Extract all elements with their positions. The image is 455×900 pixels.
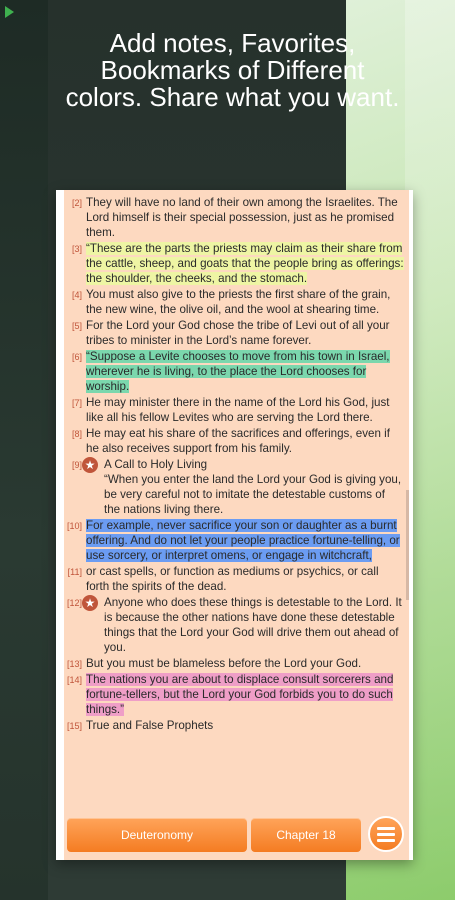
verse-number: [12] — [66, 598, 82, 608]
verse-number: [5] — [71, 321, 82, 331]
promo-headline: Add notes, Favorites, Bookmarks of Different colors. Share what you want. — [65, 28, 400, 112]
verse-number: [10] — [66, 521, 82, 531]
verse-text-highlighted-green: “Suppose a Levite chooses to move from his town in Israel, wherever he is living, to the place the Lord chooses for worship. — [86, 350, 390, 393]
verse-9[interactable] — [64, 457, 406, 517]
verse-number: [3] — [71, 244, 82, 254]
verse-text: Anyone who does these things is detestable to the Lord. It is because the other nations have done these detestable things that the Lord your God will drive them out ahead of you. — [104, 596, 402, 654]
verse-13[interactable] — [64, 656, 406, 671]
verse-2[interactable] — [64, 195, 406, 240]
verse-5[interactable] — [64, 318, 406, 348]
verse-7[interactable] — [64, 395, 406, 425]
verse-number: [6] — [71, 352, 82, 362]
verse-text: or cast spells, or function as mediums or psychics, or call forth the spirits of the dead. — [86, 565, 379, 593]
play-arrow-icon — [5, 6, 14, 18]
verse-text-highlighted-pink: The nations you are about to displace consult sorcerers and fortune-tellers, but the Lord your God forbids you to do such things.” — [86, 673, 394, 716]
verse-list[interactable] — [64, 195, 406, 807]
verse-text-highlighted-blue: For example, never sacrifice your son or daughter as a burnt offering. And do not let your people practice fortune-telling, or use sorcery, or interpret omens, or engage in witchcraft, — [86, 519, 400, 562]
verse-10[interactable] — [64, 518, 406, 563]
star-icon[interactable]: ★ — [82, 457, 98, 473]
hamburger-menu-icon[interactable] — [368, 816, 404, 852]
book-selector-button[interactable]: Deuteronomy — [67, 818, 247, 852]
verse-number: [15] — [66, 721, 82, 731]
chapter-selector-button[interactable]: Chapter 18 — [251, 818, 361, 852]
verse-number: [9] — [71, 460, 82, 470]
verse-12[interactable] — [64, 595, 406, 655]
verse-text: “When you enter the land the Lord your God is giving you, be very careful not to imitate the detestable customs of the nations living there. — [104, 473, 402, 516]
verse-15[interactable] — [64, 718, 406, 733]
verse-text: He may minister there in the name of the Lord his God, just like all his fellow Levites who are serving the Lord there. — [86, 396, 390, 424]
verse-14[interactable] — [64, 672, 406, 717]
bottom-toolbar — [64, 818, 409, 854]
verse-3[interactable] — [64, 241, 406, 286]
verse-text: But you must be blameless before the Lord your God. — [86, 657, 362, 670]
verse-text: He may eat his share of the sacrifices and offerings, even if he also receives support from his family. — [86, 427, 390, 455]
verse-11[interactable] — [64, 564, 406, 594]
verse-text: For the Lord your God chose the tribe of Levi out of all your tribes to minister in the Lord’s name forever. — [86, 319, 390, 347]
verse-number: [14] — [66, 675, 82, 685]
verse-text: They will have no land of their own among the Israelites. The Lord himself is their special possession, just as he promised them. — [86, 196, 398, 239]
star-icon[interactable]: ★ — [82, 595, 98, 611]
bible-reader — [64, 190, 409, 860]
verse-number: [8] — [71, 429, 82, 439]
scrollbar[interactable] — [406, 490, 409, 600]
verse-8[interactable] — [64, 426, 406, 456]
verse-text-highlighted-yellow: “These are the parts the priests may claim as their share from the cattle, sheep, and goats that the people bring as offerings: the shoulder, the cheeks, and the stomach. — [86, 242, 404, 285]
verse-number: [13] — [66, 659, 82, 669]
verse-4[interactable] — [64, 287, 406, 317]
verse-number: [2] — [71, 198, 82, 208]
verse-text: True and False Prophets — [86, 719, 214, 732]
background-left-panel — [0, 0, 48, 900]
verse-number: [7] — [71, 398, 82, 408]
section-heading: A Call to Holy Living — [104, 458, 208, 471]
verse-text: You must also give to the priests the first share of the grain, the new wine, the olive oil, and the wool at shearing time. — [86, 288, 391, 316]
verse-number: [4] — [71, 290, 82, 300]
verse-number: [11] — [67, 567, 82, 577]
verse-6[interactable] — [64, 349, 406, 394]
phone-screen — [56, 190, 413, 860]
